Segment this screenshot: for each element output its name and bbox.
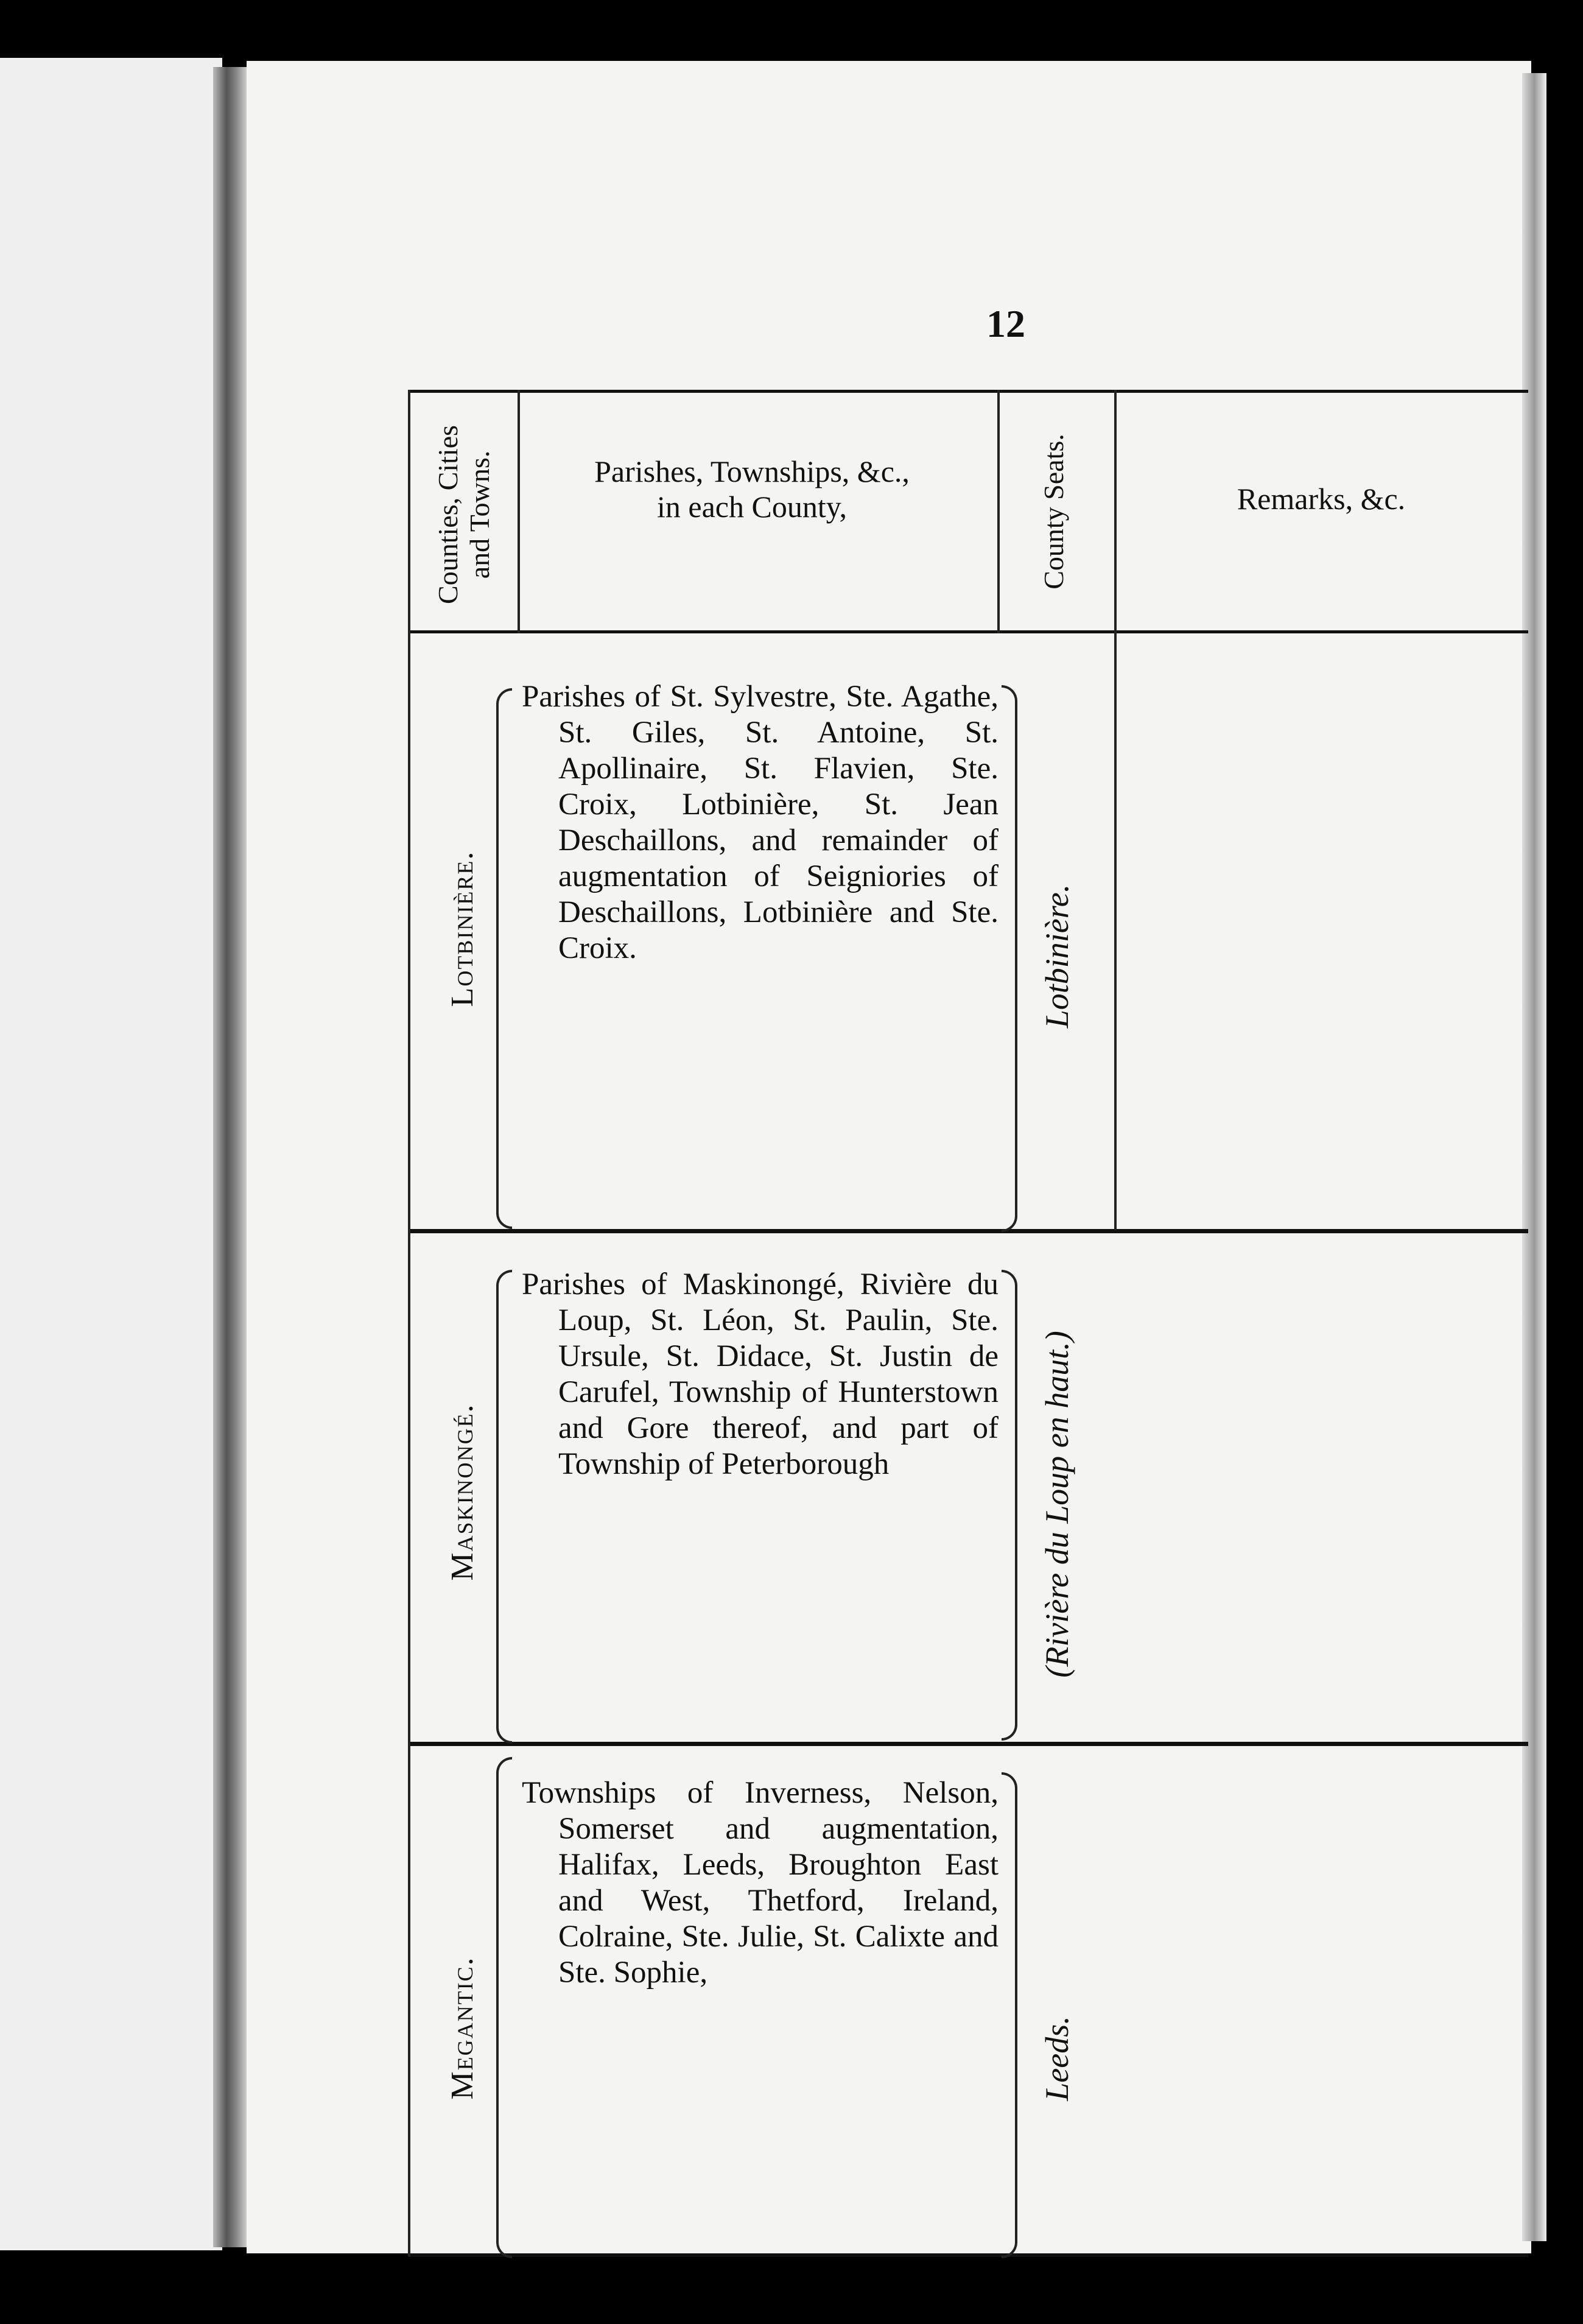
counties-header-line1: Counties, Cities (432, 425, 463, 604)
parishes-header-line1: Parishes, Townships, &c., (594, 454, 910, 488)
county-brace-left (496, 1757, 512, 2258)
parishes-brace-right (1002, 685, 1017, 1232)
parishes-text-maskinonge: Parishes of Maskinongé, Rivière du Loup, St. Léon, St. Paulin, Ste. Ursule, St. Didace, St. Justin de Carufel, Township of Hunterstown and Gore thereof, and part of Township of Peterborough (522, 1267, 999, 1481)
counties-header-line2: and Towns. (464, 450, 495, 579)
left-page (0, 58, 222, 2250)
remarks-header: Remarks, &c. (1237, 482, 1406, 516)
parishes-text-megantic: Townships of Inverness, Nelson, Somerset and augmentation, Halifax, Leeds, Broughton East and West, Thetford, Ireland, Colraine, Ste. Julie, St. Calixte and Ste. Sophie, (522, 1776, 999, 1990)
parishes-text-lotbiniere: Parishes of St. Sylvestre, Ste. Agathe, St. Giles, St. Antoine, St. Apollinaire, St. Flavien, Ste. Croix, Lotbinière, St. Jean Deschaillons, and remainder of augmentation of Seigniories of Deschaillons, Lotbinière and Ste. Croix. (522, 680, 999, 965)
parishes-header-line2: in each County, (657, 490, 847, 524)
top-rule (408, 390, 1528, 393)
bottom-rule (408, 2253, 1528, 2257)
county-seat-megantic: Leeds. (1039, 2016, 1075, 2101)
county-name-maskinonge: Maskinongé. (445, 1403, 480, 1581)
header-bottom-rule (408, 630, 1528, 633)
column-line-3 (997, 390, 1000, 633)
parishes-brace-right (1002, 1270, 1017, 1741)
county-seat-maskinonge: (Rivière du Loup en haut.) (1039, 1331, 1075, 1678)
parishes-brace-right (1002, 1772, 1017, 2258)
county-name-lotbiniere: Lotbinière. (445, 850, 480, 1007)
county-brace-left (496, 1270, 512, 1744)
row-divider-2 (408, 1742, 1528, 1746)
county-seat-lotbiniere: Lotbinière. (1039, 884, 1075, 1029)
page-edge (1522, 73, 1546, 2241)
county-brace-left (496, 688, 512, 1229)
book-gutter (213, 67, 247, 2247)
page-number: 12 (986, 302, 1025, 345)
row-divider-1 (408, 1229, 1528, 1233)
parishes-header (518, 454, 986, 524)
county-seats-header: County Seats. (1038, 434, 1069, 590)
county-name-megantic: Megantic. (445, 1956, 480, 2100)
column-line-1 (408, 390, 410, 2256)
counties-header (432, 393, 499, 636)
